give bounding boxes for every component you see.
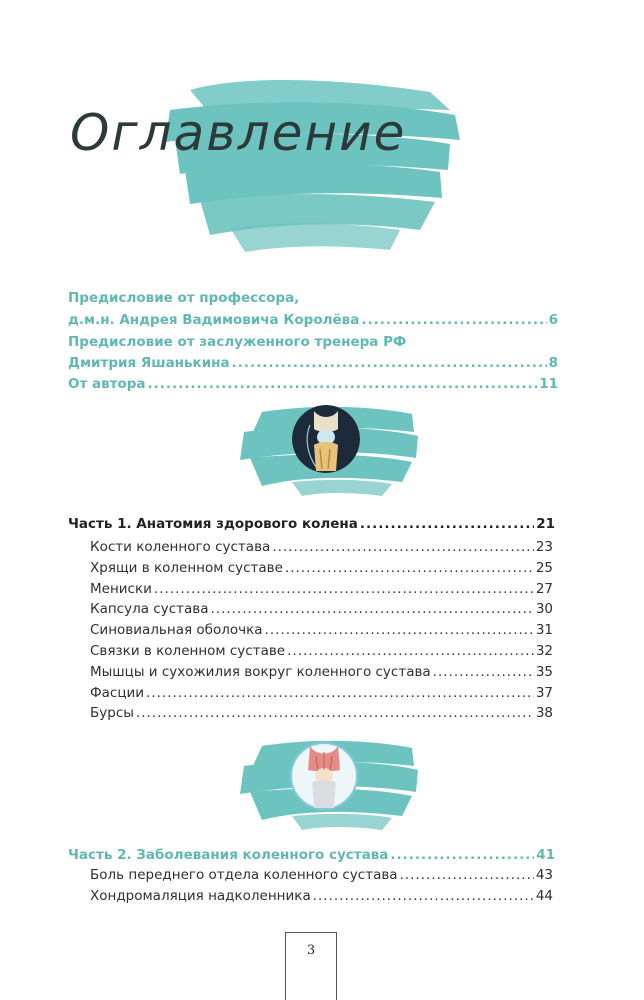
toc-page-number: 6 <box>548 312 558 328</box>
toc-label: Фасции <box>90 685 145 701</box>
toc-intro-3[interactable] <box>68 375 558 393</box>
toc-page-number: 35 <box>535 664 553 680</box>
toc-label: Предисловие от заслуженного тренера РФ <box>68 334 407 350</box>
toc-page-number: 38 <box>535 705 553 721</box>
page-number: 3 <box>306 943 316 958</box>
toc-intro-1-line1[interactable] <box>68 289 558 307</box>
toc-page-number: 32 <box>535 643 553 659</box>
toc-label: Часть 2. Заболевания коленного сустава <box>68 847 389 863</box>
toc-page-number: 41 <box>536 847 555 863</box>
toc-label: Кости коленного сустава <box>90 539 271 555</box>
toc-intro-2[interactable] <box>68 354 558 372</box>
toc-leader-dots <box>265 621 534 639</box>
toc-page-number: 8 <box>548 355 558 371</box>
brush-stroke-title <box>150 70 470 270</box>
toc-leader-dots <box>313 887 534 905</box>
toc-leader-dots <box>136 704 534 722</box>
toc-item[interactable] <box>90 559 553 577</box>
toc-item[interactable] <box>90 684 553 702</box>
knee-anatomy-icon <box>292 405 360 473</box>
toc-leader-dots <box>390 846 534 864</box>
toc-label: Часть 1. Анатомия здорового колена <box>68 516 358 532</box>
toc-label: Синовиальная оболочка <box>90 622 263 638</box>
toc-leader-dots <box>211 600 534 618</box>
toc-page-number: 23 <box>535 539 553 555</box>
toc-item[interactable] <box>90 621 553 639</box>
toc-page-number: 30 <box>535 601 553 617</box>
toc-item[interactable] <box>90 887 553 905</box>
toc-page-number: 11 <box>539 376 558 392</box>
toc-label: Связки в коленном суставе <box>90 643 286 659</box>
toc-leader-dots <box>361 311 546 329</box>
toc-page-number: 43 <box>535 867 553 883</box>
toc-label: Мениски <box>90 581 152 597</box>
toc-intro-2-line1[interactable] <box>68 333 558 351</box>
toc-page-number: 27 <box>535 581 553 597</box>
toc-part1[interactable] <box>68 515 555 533</box>
toc-leader-dots <box>148 375 538 393</box>
toc-item[interactable] <box>90 600 553 618</box>
toc-label: Мышцы и сухожилия вокруг коленного сустава <box>90 664 431 680</box>
toc-intro-1[interactable] <box>68 311 558 329</box>
toc-leader-dots <box>360 515 534 533</box>
toc-label: Дмитрия Яшанькина <box>68 355 230 371</box>
page-title: Оглавление <box>70 104 407 162</box>
toc-leader-dots <box>287 642 534 660</box>
toc-leader-dots <box>400 866 534 884</box>
page-number-box <box>285 932 337 1000</box>
toc-page-number: 37 <box>535 685 553 701</box>
toc-page-number: 31 <box>535 622 553 638</box>
toc-leader-dots <box>433 663 534 681</box>
toc-leader-dots <box>285 559 534 577</box>
toc-label: д.м.н. Андрея Вадимовича Королёва <box>68 312 360 328</box>
toc-item[interactable] <box>90 663 553 681</box>
toc-item[interactable] <box>90 580 553 598</box>
toc-page-number: 21 <box>536 516 555 532</box>
toc-item[interactable] <box>90 538 553 556</box>
toc-label: Хондромаляция надколенника <box>90 888 311 904</box>
toc-leader-dots <box>146 684 534 702</box>
toc-label: От автора <box>68 376 146 392</box>
toc-item[interactable] <box>90 642 553 660</box>
toc-leader-dots <box>232 354 547 372</box>
toc-label: Хрящи в коленном суставе <box>90 560 283 576</box>
toc-item[interactable] <box>90 704 553 722</box>
knee-muscles-icon <box>290 742 358 810</box>
toc-page-number: 44 <box>535 888 553 904</box>
toc-page-number: 25 <box>535 560 553 576</box>
toc-part2[interactable] <box>68 846 555 864</box>
toc-label: Капсула сустава <box>90 601 209 617</box>
toc-label: Бурсы <box>90 705 134 721</box>
toc-label: Боль переднего отдела коленного сустава <box>90 867 398 883</box>
toc-leader-dots <box>154 580 534 598</box>
toc-leader-dots <box>272 538 534 556</box>
toc-item[interactable] <box>90 866 553 884</box>
toc-label: Предисловие от профессора, <box>68 290 300 306</box>
